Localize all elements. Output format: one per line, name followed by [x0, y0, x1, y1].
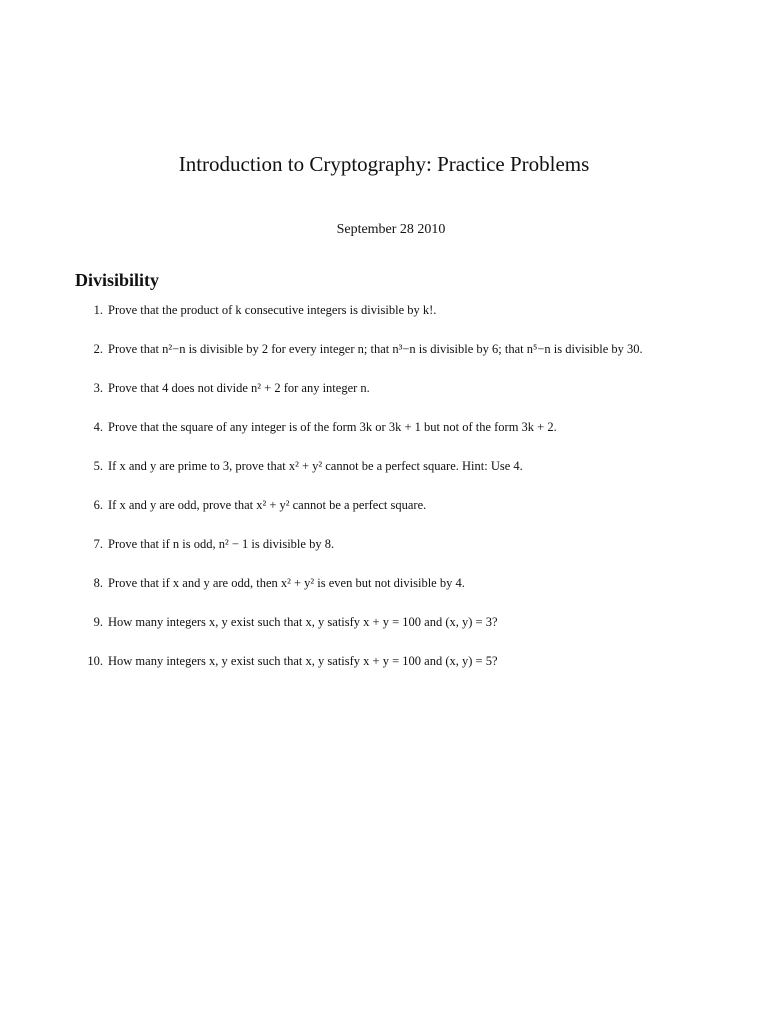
problem-text: If x and y are prime to 3, prove that x² + y² cannot be a perfect square. Hint: Use 4. — [108, 459, 523, 473]
problem-item — [0, 572, 768, 611]
problem-text: Prove that 4 does not divide n² + 2 for any integer n. — [108, 381, 370, 395]
problem-item — [0, 377, 768, 416]
problem-item — [0, 416, 768, 455]
problem-number: 6. — [93, 498, 103, 512]
problem-text: How many integers x, y exist such that x, y satisfy x + y = 100 and (x, y) = 5? — [108, 654, 498, 668]
problem-item — [0, 611, 768, 650]
problem-item — [0, 533, 768, 572]
problem-text: Prove that the product of k consecutive integers is divisible by k!. — [108, 303, 437, 317]
problem-item — [0, 650, 768, 689]
problem-item — [0, 455, 768, 494]
problem-item — [0, 338, 768, 377]
problem-text: Prove that n²−n is divisible by 2 for every integer n; that n³−n is divisible by 6; that n⁵−n is divisible by 30. — [108, 342, 643, 356]
problem-text: Prove that if x and y are odd, then x² + y² is even but not divisible by 4. — [108, 576, 465, 590]
problem-number: 3. — [93, 381, 103, 395]
problem-item — [0, 494, 768, 533]
problem-text: How many integers x, y exist such that x, y satisfy x + y = 100 and (x, y) = 3? — [108, 615, 498, 629]
problem-item — [0, 299, 768, 338]
problem-number: 10. — [87, 654, 103, 668]
document-date: September 28 2010 — [336, 222, 446, 237]
problem-number: 9. — [93, 615, 103, 629]
problem-text: Prove that if n is odd, n² − 1 is divisible by 8. — [108, 537, 335, 551]
problem-number: 2. — [93, 342, 103, 356]
problem-text: Prove that the square of any integer is of the form 3k or 3k + 1 but not of the form 3k + 2. — [108, 420, 557, 434]
problem-number: 4. — [93, 420, 103, 434]
problem-list — [0, 299, 768, 689]
problem-number: 1. — [93, 303, 103, 317]
problem-number: 7. — [93, 537, 103, 551]
section-heading: Divisibility — [75, 270, 160, 290]
problem-text: If x and y are odd, prove that x² + y² cannot be a perfect square. — [108, 498, 427, 512]
problem-number: 8. — [93, 576, 103, 590]
problem-number: 5. — [93, 459, 103, 473]
document-title: Introduction to Cryptography: Practice Problems — [178, 152, 590, 176]
